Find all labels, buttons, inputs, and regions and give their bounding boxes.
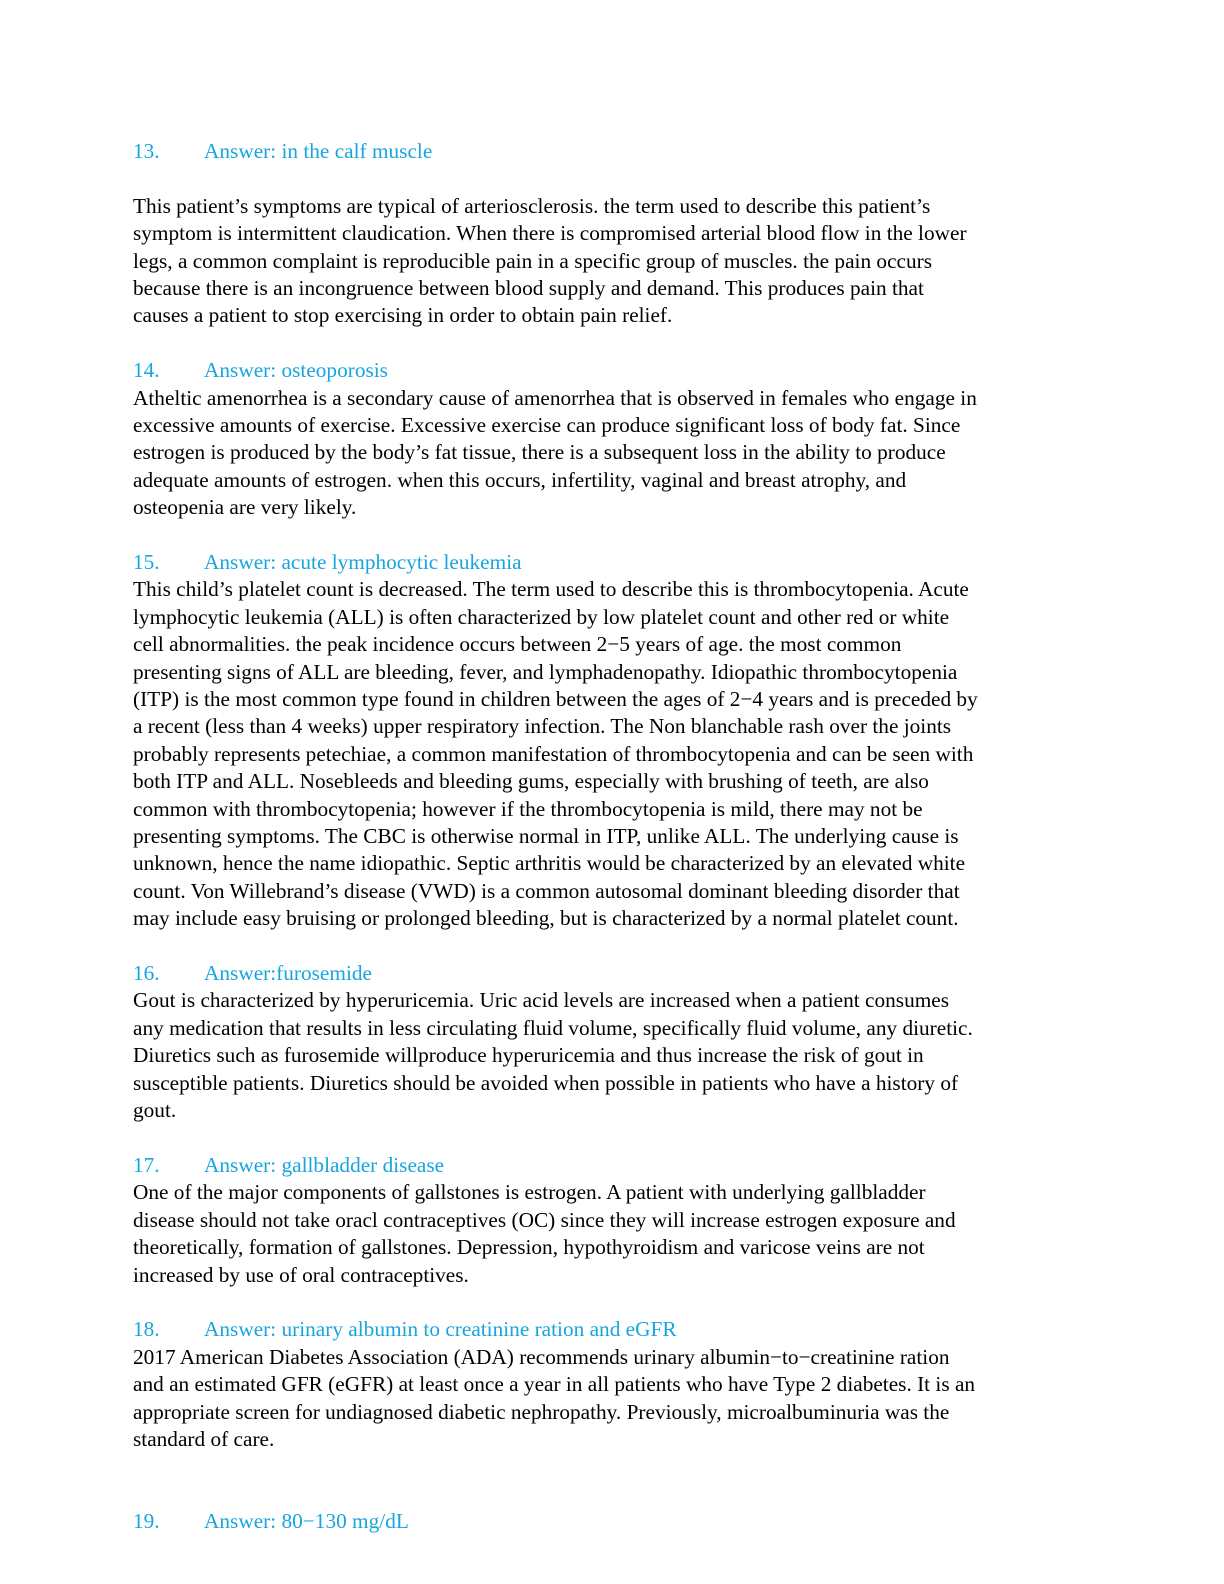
question-number: 13.	[133, 139, 160, 163]
explanation-paragraph	[133, 193, 1093, 330]
answer-section-13	[133, 138, 1093, 330]
text-line: Diuretics such as furosemide willproduce hyperuricemia and thus increase the risk of gout in	[133, 1043, 924, 1068]
answer-section-17	[133, 1152, 1093, 1289]
answer-heading	[133, 1508, 1093, 1535]
answer-section-18	[133, 1316, 1093, 1453]
text-line: presenting signs of ALL are bleeding, fever, and lymphadenopathy. Idiopathic thrombocytopenia	[133, 659, 958, 684]
question-number: 16.	[133, 961, 160, 986]
text-line: any medication that results in less circulating fluid volume, specifically fluid volume, any diuretic.	[133, 1015, 973, 1040]
answer-section-14	[133, 357, 1093, 521]
text-line: both ITP and ALL. Nosebleeds and bleeding gums, especially with brushing of teeth, are also	[133, 769, 929, 794]
text-line: legs, a common complaint is reproducible pain in a specific group of muscles. the pain occurs	[133, 248, 932, 273]
text-line: common with thrombocytopenia; however if the thrombocytopenia is mild, there may not be	[133, 796, 923, 821]
text-line: may include easy bruising or prolonged bleeding, but is characterized by a normal platelet count.	[133, 906, 959, 931]
answer-section-16	[133, 960, 1093, 1124]
answer-heading	[133, 1316, 1093, 1343]
explanation-paragraph	[133, 1344, 1093, 1454]
text-line: a recent (less than 4 weeks) upper respiratory infection. The Non blanchable rash over the joints	[133, 714, 952, 739]
text-line: This patient’s symptoms are typical of arteriosclerosis. the term used to describe this patient’s	[133, 193, 931, 218]
answer-text: Answer: in the calf muscle	[204, 139, 433, 163]
text-line: osteopenia are very likely.	[133, 495, 357, 520]
answer-section-15	[133, 549, 1093, 933]
text-line: Atheltic amenorrhea is a secondary cause of amenorrhea that is observed in females who engage in	[133, 385, 977, 410]
explanation-paragraph	[133, 987, 1093, 1124]
text-line: count. Von Willebrand’s disease (VWD) is a common autosomal dominant bleeding disorder that	[133, 878, 960, 903]
document-page	[133, 138, 1093, 1536]
answer-text: Answer: 80−130 mg/dL	[204, 1509, 409, 1534]
text-line: symptom is intermittent claudication. When there is compromised arterial blood flow in the lower	[133, 221, 967, 246]
text-line: gout.	[133, 1098, 177, 1123]
explanation-paragraph	[133, 576, 1093, 932]
text-line: Gout is characterized by hyperuricemia. Uric acid levels are increased when a patient consumes	[133, 988, 950, 1013]
text-line: This child’s platelet count is decreased. The term used to describe this is thrombocytopenia. Acute	[133, 577, 969, 602]
question-number: 19.	[133, 1509, 160, 1534]
answer-text: Answer: urinary albumin to creatinine ration and eGFR	[204, 1317, 677, 1342]
text-line: unknown, hence the name idiopathic. Septic arthritis would be characterized by an elevated white	[133, 851, 966, 876]
answer-heading	[133, 357, 1093, 384]
text-line: adequate amounts of estrogen. when this occurs, infertility, vaginal and breast atrophy, and	[133, 467, 907, 492]
text-line: (ITP) is the most common type found in children between the ages of 2−4 years and is preceded by	[133, 687, 978, 712]
text-line: susceptible patients. Diuretics should be avoided when possible in patients who have a history of	[133, 1070, 959, 1095]
text-line: increased by use of oral contraceptives.	[133, 1262, 469, 1287]
answer-heading	[133, 138, 1093, 165]
question-number: 18.	[133, 1317, 160, 1342]
question-number: 14.	[133, 358, 160, 383]
text-line: excessive amounts of exercise. Excessive exercise can produce significant loss of body fat. Since	[133, 413, 961, 437]
text-line: One of the major components of gallstones is estrogen. A patient with underlying gallbladder	[133, 1180, 926, 1205]
answer-text: Answer: osteoporosis	[204, 358, 388, 383]
text-line: standard of care.	[133, 1426, 275, 1451]
text-line: appropriate screen for undiagnosed diabetic nephropathy. Previously, microalbuminuria was the	[133, 1399, 950, 1424]
answer-text: Answer:furosemide	[204, 961, 372, 986]
answer-heading	[133, 549, 1093, 576]
text-line: presenting symptoms. The CBC is otherwise normal in ITP, unlike ALL. The underlying cause is	[133, 824, 959, 849]
text-line: theoretically, formation of gallstones. Depression, hypothyroidism and varicose veins are not	[133, 1235, 925, 1260]
text-line: cell abnormalities. the peak incidence occurs between 2−5 years of age. the most common	[133, 632, 902, 657]
explanation-paragraph	[133, 385, 1093, 522]
text-line: lymphocytic leukemia (ALL) is often characterized by low platelet count and other red or white	[133, 604, 950, 629]
question-number: 15.	[133, 550, 160, 575]
text-line: probably represents petechiae, a common manifestation of thrombocytopenia and can be seen with	[133, 741, 974, 766]
answer-heading	[133, 1152, 1093, 1179]
text-line: estrogen is produced by the body’s fat tissue, there is a subsequent loss in the ability to produce	[133, 440, 946, 465]
text-line: causes a patient to stop exercising in order to obtain pain relief.	[133, 303, 673, 328]
explanation-paragraph	[133, 1179, 1093, 1289]
text-line: and an estimated GFR (eGFR) at least once a year in all patients who have Type 2 diabetes. It is an	[133, 1372, 976, 1397]
answer-heading	[133, 960, 1093, 987]
text-line: 2017 American Diabetes Association (ADA) recommends urinary albumin−to−creatinine ration	[133, 1344, 950, 1369]
answer-text: Answer: acute lymphocytic leukemia	[204, 550, 522, 575]
question-number: 17.	[133, 1152, 160, 1177]
answer-section-19	[133, 1508, 1093, 1535]
text-line: because there is an incongruence between blood supply and demand. This produces pain that	[133, 276, 924, 300]
text-line: disease should not take oracl contraceptives (OC) since they will increase estrogen exposure and	[133, 1207, 956, 1232]
answer-text: Answer: gallbladder disease	[204, 1152, 445, 1177]
